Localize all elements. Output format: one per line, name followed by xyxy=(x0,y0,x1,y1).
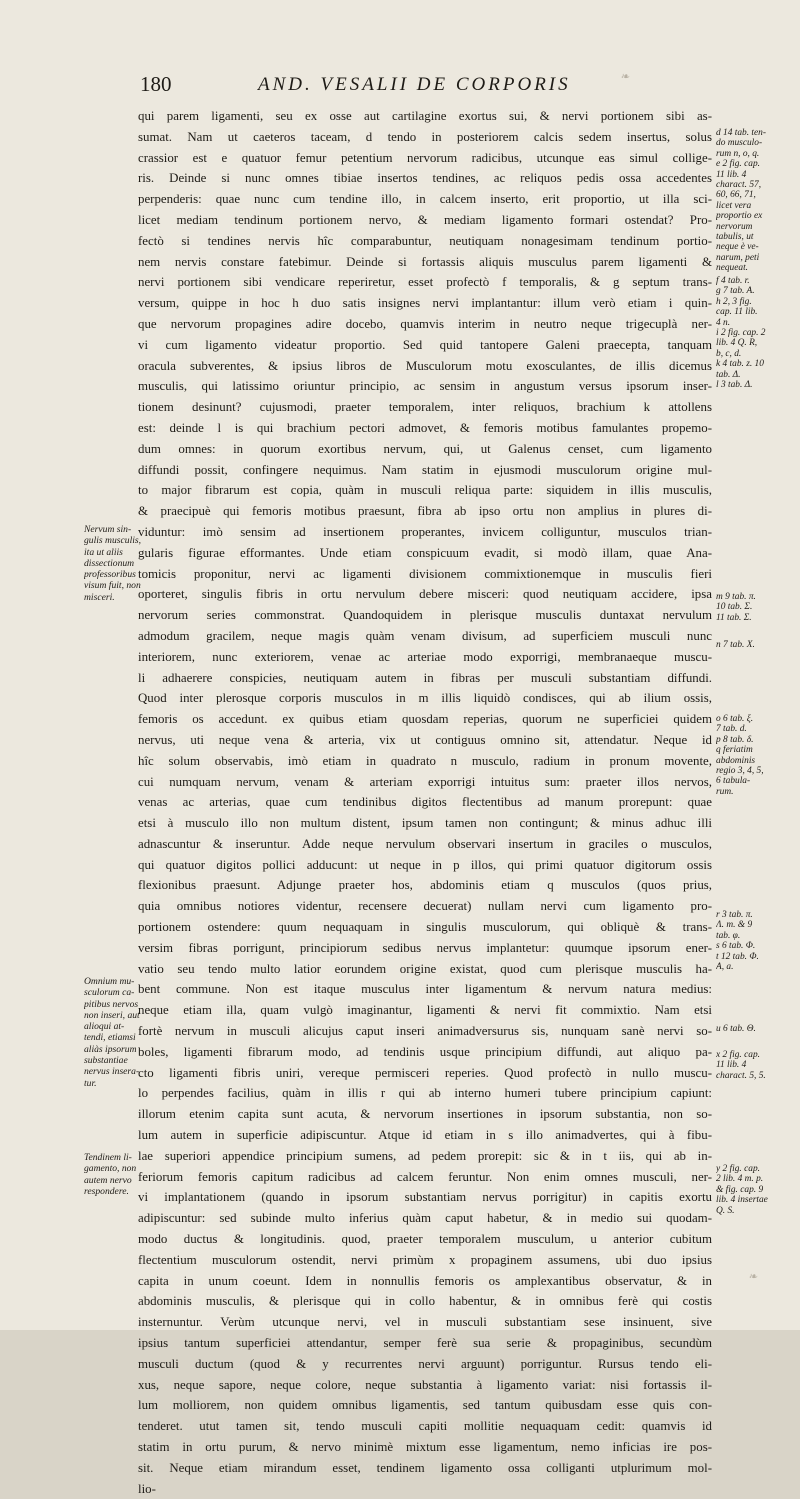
text-line: vi implantationem (quando in ipsorum substantiam nervus porrigitur) in capitis exortu xyxy=(138,1190,712,1205)
margin-line: rum. xyxy=(716,786,734,797)
margin-line: narum, peti xyxy=(716,252,760,263)
margin-line: gamento, non xyxy=(84,1163,137,1175)
margin-line: tab. φ. xyxy=(716,930,741,941)
margin-line: pitibus nervos xyxy=(84,998,139,1010)
margin-line: r 3 tab. π. xyxy=(716,910,753,920)
text-line: oracula subverentes, & ipsius libros de Musculorum motu exosculantes, de illis dicemus xyxy=(138,358,712,373)
margin-line: cap. 11 lib. xyxy=(716,307,758,318)
text-line: viduntur: imò sensim ad insertionem properantes, invicem colliguntur, musculos trian- xyxy=(138,524,712,539)
margin-line: x 2 fig. cap. xyxy=(716,1050,761,1060)
margin-line: Q. S. xyxy=(716,1205,735,1216)
text-line: que nervorum propagines adire docebo, quamvis interim in neutro neque trigecuplà ner- xyxy=(138,316,712,331)
text-line: quia omnibus notiores videntur, recensere decuerat) nullam nervi cum ligamento pro- xyxy=(138,899,712,914)
text-line: musculi ductum (quod & y recurrentes nervi arguunt) porriguntur. Rursus tendo eli- xyxy=(138,1356,712,1371)
bleed-through-mark: ❧ xyxy=(620,71,630,83)
margin-line: n 7 tab. X. xyxy=(716,640,755,650)
text-line: gularis figurae efformantes. Unde etiam conspicuum evadit, si modò illam, quae Ana- xyxy=(138,545,712,560)
margin-line: m 9 tab. π. xyxy=(716,592,756,602)
text-line: dum omnes: in quorum exortibus nervum, qui, ut Galenus censet, cum ligamento xyxy=(138,441,712,456)
margin-line: e 2 fig. cap. xyxy=(716,159,761,170)
margin-line: alioqui at- xyxy=(84,1021,125,1033)
margin-line: respondere. xyxy=(84,1185,129,1197)
text-line: femoris os accedunt. ex quibus etiam quosdam reperias, quorum ne superficiei quidem xyxy=(138,712,712,727)
margin-note-right xyxy=(716,276,798,390)
margin-line: u 6 tab. Θ. xyxy=(716,1024,756,1034)
margin-line: ita ut aliis xyxy=(84,546,123,558)
margin-line: 2 lib. 4 m. p. xyxy=(716,1174,764,1185)
text-line: vi cum ligamento videatur proportio. Sed quid tantopere Galeni praecepta, tanquam xyxy=(138,337,712,352)
margin-line: non inseri, aut xyxy=(84,1009,140,1021)
margin-line: f 4 tab. r. xyxy=(716,276,750,286)
margin-line: o 6 tab. ξ. xyxy=(716,714,754,724)
text-line: versum, quippe in hoc h duo satis insignes nervi implantantur: illum verò etiam i quin- xyxy=(138,296,712,311)
margin-line: tab. Δ. xyxy=(716,369,741,380)
margin-note-left xyxy=(84,524,142,603)
text-line: Quod inter plerosque corporis musculos in m illis liquidò condisces, qui ab ilium ossis, xyxy=(138,691,712,706)
margin-line: tabulis, ut xyxy=(716,232,754,243)
margin-line: q feriatim xyxy=(716,745,753,756)
text-line: adnascuntur & inseruntur. Adde neque nervulum observari insertum in graciles o musculos, xyxy=(138,836,712,851)
text-line: admodum gracilem, neque magis quàm venam divisum, ad superficiem musculi nunc xyxy=(138,628,712,643)
margin-line: b, c, d. xyxy=(716,348,742,359)
text-line: lio- xyxy=(138,1481,156,1496)
text-line: sumat. Nam ut caeteros taceam, d tendo in posteriorem calcis sedem insertus, solus xyxy=(138,129,712,144)
text-line: tionem desinunt? cujusmodi, praeter temporalem, inter reliquos, brachium k attollens xyxy=(138,400,712,415)
margin-line: rum n, o, q. xyxy=(716,148,760,159)
text-line: illorum etenim capita sunt acuta, & nervorum insertiones in ipsorum substantia, non so- xyxy=(138,1107,712,1122)
margin-note-right xyxy=(716,714,798,797)
text-line: tomicis proponitur, nervi ac ligamenti divisionem commixtionemque in musculis fieri xyxy=(138,566,712,581)
margin-line: y 2 fig. cap. xyxy=(716,1164,761,1174)
text-line: flectentium musculorum ostendit, nervi primùm x propaginem assumens, ubi duo ipsius xyxy=(138,1252,712,1267)
text-line: capita in unum coeunt. Idem in nonnullis femoris os amplexantibus observatur, & in xyxy=(138,1273,712,1288)
margin-line: 11 tab. Σ. xyxy=(716,612,752,623)
margin-line: Λ. m. & 9 xyxy=(716,920,753,931)
text-line: abdominis musculis, & plerisque qui in collo habentur, & in omnibus ferè qui costis xyxy=(138,1294,712,1309)
margin-line: Nervum sin- xyxy=(84,524,132,535)
margin-note-right xyxy=(716,640,798,650)
text-line: adipiscuntur: sed subinde multo inferius quàm caput habetur, & in medio sui quodam- xyxy=(138,1211,712,1226)
text-line: qui parem ligamenti, seu ex osse aut cartilagine exortus sui, & nervi portionem sibi as- xyxy=(138,109,712,123)
margin-note-right xyxy=(716,910,798,972)
margin-line: professoribus xyxy=(84,569,136,581)
text-line: lum molliorem, non quidem omnibus ligamentis, sed tantum quibusdam esse quis con- xyxy=(138,1398,712,1413)
margin-line: autem nervo xyxy=(84,1174,132,1186)
text-line: xus, neque sapore, neque colore, neque substantia à ligamento variat: nisi fortassis il- xyxy=(138,1377,712,1392)
margin-line: A, a. xyxy=(716,962,734,973)
margin-line: nequeat. xyxy=(716,263,749,274)
text-line: nervi portionem sibi vendicare reperiretur, esset profectò f temporalis, & g septum trans- xyxy=(138,275,712,290)
text-line: boles, ligamenti fibrarum modo, ad tendinis usque principium diffundi, aut aliquo pa- xyxy=(138,1044,712,1059)
margin-line: do musculo- xyxy=(716,138,763,149)
margin-line: 10 tab. Σ. xyxy=(716,602,753,613)
margin-line: Omnium mu- xyxy=(84,976,135,987)
margin-line: proportio ex xyxy=(716,211,763,222)
margin-line: Tendinem li- xyxy=(84,1152,132,1163)
text-line: cto ligamenti fibris uniri, vereque permisceri reperies. Quod profectò in nullo muscu- xyxy=(138,1065,712,1080)
margin-line: charact. 5, 5. xyxy=(716,1070,766,1081)
margin-line: 7 tab. d. xyxy=(716,724,747,735)
text-line: etsi à musculo illo non multum distent, ipsum tamen non contingunt; & minus adhuc illi xyxy=(138,816,712,831)
text-line: ris. Deinde si nunc omnes tibiae insertos tendines, ac reliquos pedis ossa accedentes xyxy=(138,171,712,186)
body-text xyxy=(138,106,712,1499)
text-line: tenderet. utut tamen sit, tendo musculi capiti mollitie nequaquam cedit: quamvis id xyxy=(138,1419,712,1434)
margin-line: & fig. cap. 9 xyxy=(716,1184,764,1195)
text-line: bent commune. Non est itaque musculus inter ligamentum & nervum natura medius: xyxy=(138,982,712,997)
margin-line: lib. 4 insertae xyxy=(716,1195,768,1206)
text-line: fectò si tendines nervis hîc comparabuntur, neutiquam nonagesimam tendinum portio- xyxy=(138,233,712,248)
margin-line: visum fuit, non xyxy=(84,580,141,592)
margin-line: regio 3, 4, 5, xyxy=(716,766,764,777)
text-line: lum autem in superficie adipiscuntur. Atque id etiam in s illo animadvertes, qui à fibu- xyxy=(138,1128,712,1143)
text-line: cui numquam nervum, venam & arteriam exporrigi intuitus sum: praeter illos nervos, xyxy=(138,774,712,789)
margin-line: neque è ve- xyxy=(716,242,759,253)
text-line: modo ductus & longitudinis. quod, praeter temporalem musculum, u anterior cubitum xyxy=(138,1232,712,1247)
margin-line: i 2 fig. cap. 2 xyxy=(716,328,766,339)
text-line: sit. Neque etiam mirandum esset, tendinem ligamento ossa colliganti utplurimum mol- xyxy=(138,1460,712,1475)
running-head xyxy=(140,70,720,100)
bleed-through-mark: ❧ xyxy=(748,1271,758,1283)
margin-note-right xyxy=(716,1164,798,1216)
margin-line: 6 tabula- xyxy=(716,776,751,787)
text-line: to major fibrarum est copia, quàm in musculi reliqua parte: siquidem in illis musculis, xyxy=(138,483,712,498)
margin-note-right xyxy=(716,1050,798,1081)
text-line: crassior est e quatuor femur petentium nervorum radicibus, utcunque eas simul collige- xyxy=(138,150,712,165)
text-line: diffundi possit, confingere nequimus. Nam statim in ejusmodi musculorum origine mul- xyxy=(138,462,712,477)
text-line: neque etiam illa, quam vulgò imaginantur, ligamenti & nervi fit commixtio. Nam etsi xyxy=(138,1003,712,1018)
text-line: lo perpendes facilius, quàm in illis r qui ab interno humeri tubere principium capiunt: xyxy=(138,1086,712,1101)
text-line: li adhaerere conspicies, neutiquam autem in fibras per musculi substantiam diffundi. xyxy=(138,670,712,685)
text-line: portionem ostendere: quum nequaquam in singulis musculorum, qui obliquè & trans- xyxy=(138,920,712,935)
text-line: fortè nervum in musculi alicujus caput inseri animadversurus sis, nunquam sanè nervi so- xyxy=(138,1024,712,1039)
margin-line: p 8 tab. δ. xyxy=(716,734,754,745)
text-line: interiorem, nunc exteriorem, venae ac arteriae modo exporrigi, membranaeque muscu- xyxy=(138,649,712,664)
margin-note-left xyxy=(84,1152,142,1197)
text-line: hîc solum observabis, imò etiam in quadrato n musculo, radium in pronum movente, xyxy=(138,753,712,768)
margin-line: gulis musculis, xyxy=(84,535,142,547)
margin-line: aliàs ipsorum xyxy=(84,1043,137,1055)
text-line: statim in ortu purum, & nervo minimè mixtum esse ligamentum, nemo inficias ire pos- xyxy=(138,1440,712,1454)
text-line: qui quatuor digitos pollici adducunt: ut neque in p illos, qui primi quatuor digitorum ossis xyxy=(138,857,712,872)
page-number: 180 xyxy=(140,72,172,96)
text-line: ipsius tantum superficiei attendantur, semper ferè sua serie & propaginibus, secundùm xyxy=(138,1336,712,1351)
margin-line: misceri. xyxy=(84,591,115,603)
text-line: & praecipuè qui femoris motibus praesunt, fibra ab ipso ortu non amplius in plures di- xyxy=(138,504,712,519)
margin-line: sculorum ca- xyxy=(84,987,135,999)
text-line: nervus, uti neque vena & arteria, vix ut contiguus omnino sit, attendatur. Neque id xyxy=(138,732,712,747)
text-line: feriorum femoris capitum radicibus ad calcem feruntur. Non enim omnes musculi, ner- xyxy=(138,1169,712,1184)
margin-note-right xyxy=(716,592,798,623)
margin-line: h 2, 3 fig. xyxy=(716,296,752,307)
margin-line: tur. xyxy=(84,1077,97,1089)
margin-line: licet vera xyxy=(716,200,752,211)
margin-line: 11 lib. 4 xyxy=(716,169,747,180)
margin-note-left xyxy=(84,976,142,1089)
margin-line: 4 n. xyxy=(716,317,731,328)
text-line: nervorum series commonstrat. Quandoquidem in plerisque musculis duntaxat nervulum xyxy=(138,608,712,623)
text-line: musculis, qui latissimo oriuntur principio, ac sensim in angustum versus ipsorum inser- xyxy=(138,379,712,394)
text-line: oporteret, singulis fibris in ortu nervulum debere misceri: quod neutiquam accidere, ipsa xyxy=(138,587,712,602)
text-line: est: deinde l is qui brachium pectori admovet, & femoris motibus famulantes propemo- xyxy=(138,420,712,435)
margin-line: tendi, etiamsi xyxy=(84,1032,136,1044)
margin-line: d 14 tab. ten- xyxy=(716,128,766,138)
margin-line: s 6 tab. Φ. xyxy=(716,941,756,952)
text-line: venas ac arterias, quae cum tendinibus digitos flectentibus ad manum prorepunt: quae xyxy=(138,795,712,810)
margin-line: k 4 tab. z. 10 xyxy=(716,359,764,370)
margin-note-right xyxy=(716,128,798,274)
margin-line: l 3 tab. Δ. xyxy=(716,380,753,391)
text-line: flexionibus praesunt. Adjunge praeter hos, abdominis etiam q musculos (quos prius, xyxy=(138,878,712,893)
margin-line: nervus insera- xyxy=(84,1066,140,1078)
margin-line: substantiae xyxy=(84,1055,128,1067)
text-line: perpenderis: quae nunc cum tendine illo, in calcem inserto, erit proportio, ut illa sci- xyxy=(138,192,712,207)
text-line: licet mediam tendinum portionem nervo, & mediam ligamento formari ostendat? Pro- xyxy=(138,212,712,227)
margin-line: g 7 tab. A. xyxy=(716,286,755,297)
text-line: nem nervis constare fatebimur. Deinde si fortassis aliquis musculus parem ligamenti & xyxy=(138,254,712,269)
text-line: vatio seu tendo multo latior eorundem origine existat, quod cum plerisque musculis ha- xyxy=(138,961,712,976)
margin-line: abdominis xyxy=(716,755,756,766)
margin-line: dissectionum xyxy=(84,557,135,569)
margin-line: 60, 66, 71, xyxy=(716,190,756,201)
running-title: AND. VESALII DE CORPORIS xyxy=(258,74,571,95)
text-line: lae superiori appendice principium sumens, ad pedem prorepit: sic & in t iis, qui ab in- xyxy=(138,1148,712,1163)
margin-line: charact. 57, xyxy=(716,180,762,191)
margin-line: nervorum xyxy=(716,221,753,232)
margin-note-right xyxy=(716,1024,798,1034)
text-line: versim fibras porrigunt, principiorum sedibus nervus implantetur: quumque ipsorum ener- xyxy=(138,940,712,955)
margin-line: t 12 tab. Φ. xyxy=(716,951,759,962)
margin-line: 11 lib. 4 xyxy=(716,1060,747,1071)
text-line: insternuntur. Verùm utcunque nervi, vel in musculi substantiam sese insinuent, sive xyxy=(138,1315,712,1330)
margin-line: lib. 4 Q. R, xyxy=(716,338,758,349)
